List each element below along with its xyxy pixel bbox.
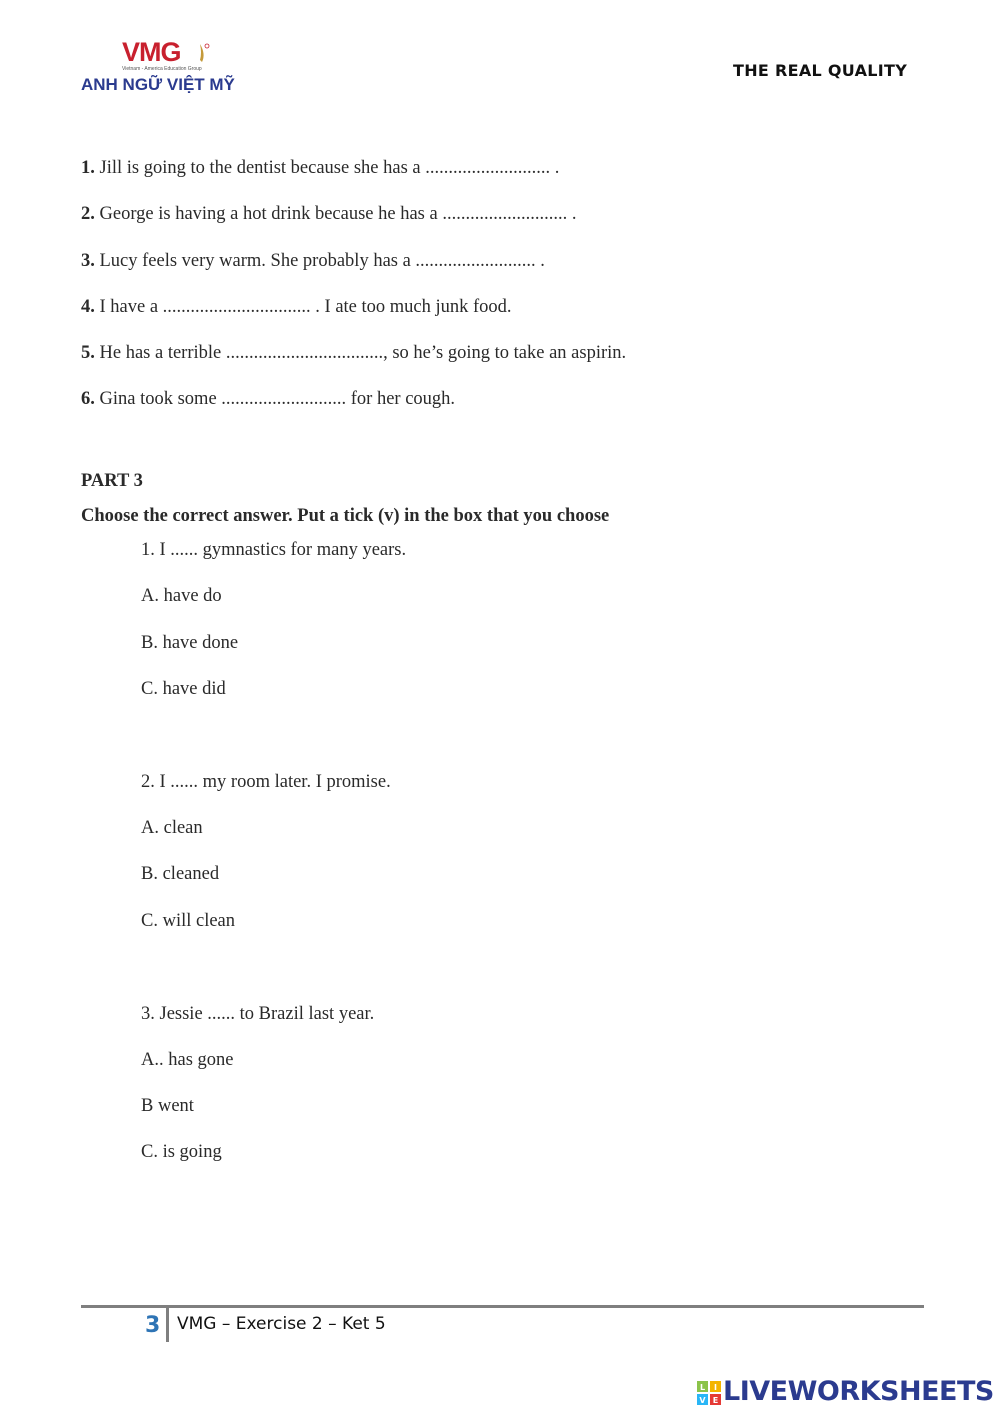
logo-subtitle: Vietnam - America Education Group bbox=[122, 66, 202, 72]
question-4 bbox=[81, 296, 512, 318]
mc-option[interactable]: B went bbox=[141, 1096, 194, 1116]
svg-text:E: E bbox=[712, 1396, 719, 1405]
mc-option[interactable]: C. will clean bbox=[141, 911, 236, 931]
svg-text:V: V bbox=[699, 1396, 706, 1405]
mc-question-2: 2. I ...... my room later. I promise. bbox=[141, 772, 391, 792]
question-number: 6. bbox=[81, 389, 95, 409]
question-1 bbox=[81, 157, 559, 179]
tagline: THE REAL QUALITY bbox=[733, 61, 908, 80]
question-text: I have a ................................ . I ate too much junk food. bbox=[99, 297, 512, 317]
question-number: 3. bbox=[81, 251, 95, 271]
question-2 bbox=[81, 203, 576, 225]
mc-option[interactable]: B. cleaned bbox=[141, 864, 220, 884]
svg-text:I: I bbox=[714, 1383, 717, 1392]
liveworksheets-watermark[interactable]: LIVEWORKSHEETS bbox=[723, 1376, 994, 1407]
question-text: George is having a hot drink because he has a ........................... . bbox=[99, 204, 577, 224]
mc-option[interactable]: C. have did bbox=[141, 679, 226, 699]
mc-option[interactable]: A.. has gone bbox=[141, 1050, 234, 1070]
logo-name: ANH NGỮ VIỆT MỸ bbox=[81, 75, 235, 94]
liveworksheets-logo-icon bbox=[697, 1381, 721, 1405]
question-6 bbox=[81, 388, 455, 410]
question-number: 1. bbox=[81, 158, 95, 178]
svg-text:L: L bbox=[699, 1383, 706, 1392]
question-text: Jill is going to the dentist because she has a ........................... . bbox=[99, 158, 560, 178]
mc-option[interactable]: C. is going bbox=[141, 1142, 222, 1162]
mc-option[interactable]: A. clean bbox=[141, 818, 203, 838]
part3-instruction: Choose the correct answer. Put a tick (v) in the box that you choose bbox=[81, 506, 610, 526]
footer-divider bbox=[81, 1305, 924, 1308]
question-number: 4. bbox=[81, 297, 95, 317]
question-5 bbox=[81, 342, 626, 364]
footer-text: VMG – Exercise 2 – Ket 5 bbox=[177, 1314, 386, 1334]
mc-option[interactable]: A. have do bbox=[141, 586, 222, 606]
question-number: 5. bbox=[81, 343, 95, 363]
footer-separator bbox=[166, 1308, 169, 1342]
mc-question-3: 3. Jessie ...... to Brazil last year. bbox=[141, 1004, 375, 1024]
question-text: He has a terrible .................................., so he’s going to take an aspirin. bbox=[99, 343, 627, 363]
part3-title: PART 3 bbox=[81, 471, 143, 491]
question-text: Gina took some ........................... for her cough. bbox=[99, 389, 456, 409]
logo-brand: VMG bbox=[122, 37, 181, 67]
question-text: Lucy feels very warm. She probably has a .......................... . bbox=[99, 251, 545, 271]
question-3 bbox=[81, 250, 545, 272]
mc-option[interactable]: B. have done bbox=[141, 633, 239, 653]
mc-question-1: 1. I ...... gymnastics for many years. bbox=[141, 540, 407, 560]
page-number: 3 bbox=[145, 1313, 161, 1338]
question-number: 2. bbox=[81, 204, 95, 224]
